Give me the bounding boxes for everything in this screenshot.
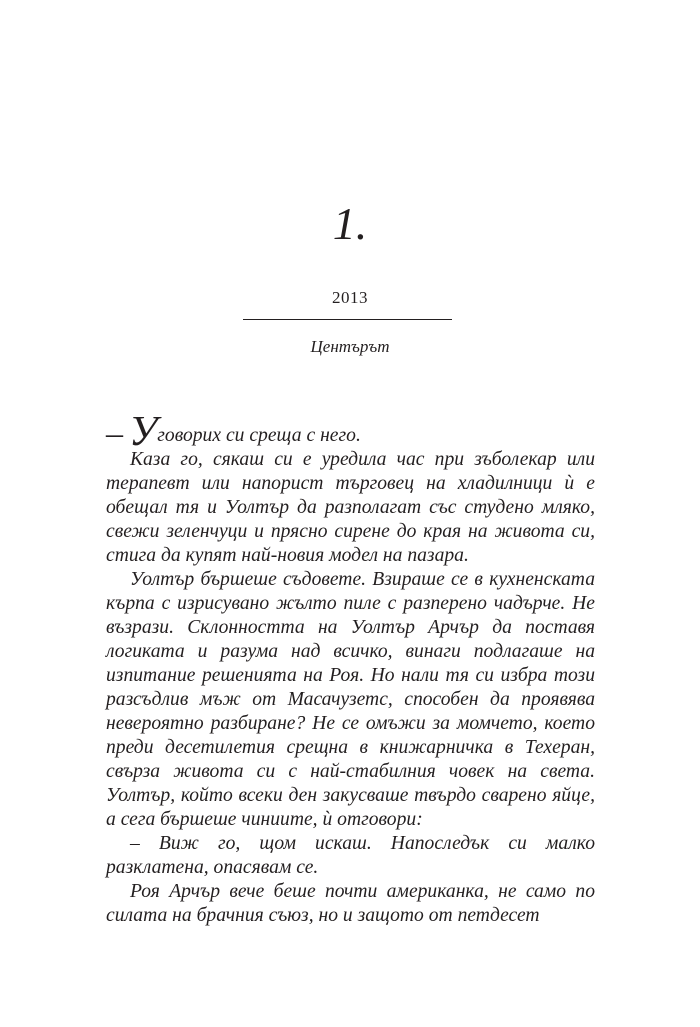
chapter-year: 2013 bbox=[332, 288, 368, 307]
chapter-subtitle: Центърът bbox=[310, 337, 390, 356]
divider-rule bbox=[243, 319, 452, 320]
chapter-body bbox=[106, 409, 595, 928]
opening-text: говорих си среща с него. bbox=[157, 425, 361, 446]
opening-dash: – bbox=[106, 415, 123, 452]
paragraph-2: Уолтър бършеше съдовете. Взираше се в кухненската кърпа с изрисувано жълто пиле с разперено чадърче. Не възрази. Склонността на Уолтър Арчър да поставя логиката и разума над всичко, винаги подлагаше на изпитание решенията на Роя. Но нали тя си избра този разсъдлив мъж от Масачузетс, способен да проявява невероятно разбиране? Не се омъжи за момчето, което преди десетилетия срещна в книжарничка в Техеран, свърза живота си с най-стабилния човек на света. Уолтър, който всеки ден закусваше твърдо сварено яйце, а сега бършеше чиниите, ѝ отговори: bbox=[106, 569, 595, 830]
paragraph-dialogue: – Виж го, щом искаш. Напоследък си малко разклатена, опасявам се. bbox=[106, 833, 595, 878]
chapter-number: 1. bbox=[332, 198, 368, 249]
paragraph-3: Роя Арчър вече беше почти американка, не само по силата на брачния съюз, но и защото от петдесет bbox=[106, 881, 595, 926]
opening-line bbox=[106, 409, 595, 455]
opening-initial: У bbox=[129, 409, 158, 455]
paragraph-1: Каза го, сякаш си е уредила час при зъболекар или терапевт или напорист търговец на хладилници ѝ е обещал тя и Уолтър да разполагат със студено мляко, свежи зеленчуци и прясно сирене до края на живота си, стига да купят най-новия модел на пазара. bbox=[106, 449, 595, 566]
